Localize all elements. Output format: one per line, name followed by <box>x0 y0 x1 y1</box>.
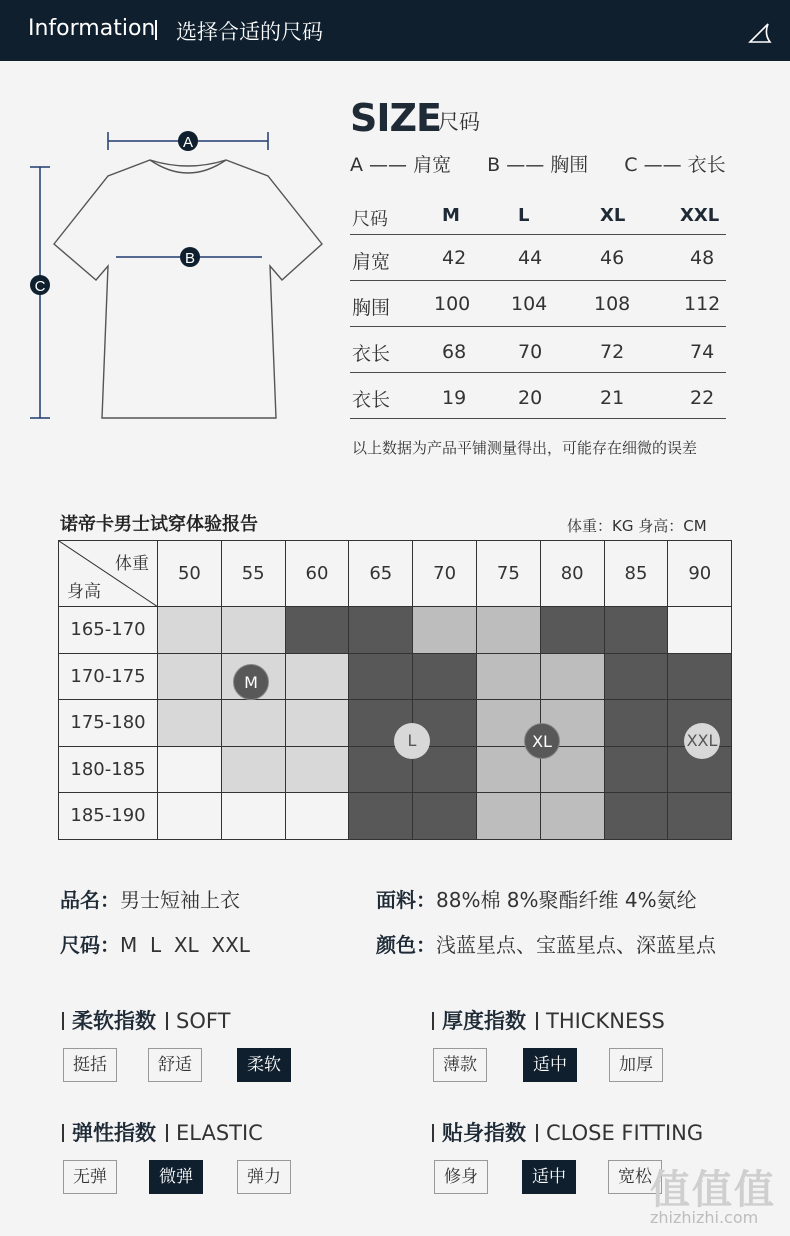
size-table <box>350 195 726 419</box>
fitting-index-cn: 贴身指数 <box>442 1121 526 1145</box>
grid-cell <box>285 793 349 840</box>
grid-cell <box>540 793 604 840</box>
fitting-option-0: 修身 <box>434 1160 488 1194</box>
sizes-value: M L XL XXL <box>120 933 250 957</box>
weight-header: 50 <box>158 541 222 607</box>
header-bar <box>0 0 790 61</box>
weight-header: 90 <box>668 541 732 607</box>
table-cell: 72 <box>600 341 625 363</box>
header-divider <box>155 20 157 40</box>
product-colors <box>376 929 716 958</box>
size-badge: L <box>394 723 430 759</box>
grid-cell <box>413 653 477 700</box>
grid-header-row <box>59 541 732 607</box>
col-header: M <box>442 205 460 226</box>
grid-cell <box>221 793 285 840</box>
grid-cell <box>221 746 285 793</box>
size-title-cn: 尺码 <box>438 110 480 134</box>
table-cell: 108 <box>594 293 631 315</box>
grid-cell <box>476 607 540 654</box>
grid-cell <box>158 746 222 793</box>
grid-cell <box>285 700 349 747</box>
weight-header: 65 <box>349 541 413 607</box>
height-label: 175-180 <box>59 700 158 747</box>
grid-cell <box>476 793 540 840</box>
grid-cell <box>285 746 349 793</box>
weight-header: 80 <box>540 541 604 607</box>
elastic-option-0: 无弹 <box>63 1160 117 1194</box>
grid-cell <box>349 793 413 840</box>
product-name-value: 男士短袖上衣 <box>120 888 240 912</box>
fitting-option-2: 宽松 <box>608 1160 662 1194</box>
material-label: 面料： <box>376 888 436 912</box>
row-label: 肩宽 <box>352 251 391 273</box>
fitting-option-1: 适中 <box>522 1160 576 1194</box>
grid-cell <box>668 607 732 654</box>
grid-row <box>59 607 732 654</box>
size-badge: XXL <box>684 723 720 759</box>
height-label: 165-170 <box>59 607 158 654</box>
grid-cell <box>668 793 732 840</box>
grid-cell <box>668 653 732 700</box>
soft-option-1: 舒适 <box>148 1048 202 1082</box>
elastic-option-1: 微弹 <box>149 1160 203 1194</box>
soft-option-2: 柔软 <box>237 1048 291 1082</box>
grid-cell <box>158 653 222 700</box>
fitting-grid <box>58 540 732 840</box>
size-badge: XL <box>524 723 560 759</box>
legend-c: C —— 衣长 <box>624 154 726 176</box>
weight-header: 70 <box>413 541 477 607</box>
table-cell: 68 <box>442 341 467 363</box>
grid-cell <box>285 607 349 654</box>
soft-index-cn: 柔软指数 <box>72 1009 156 1033</box>
weight-axis-label: 体重 <box>115 554 149 574</box>
table-cell: 74 <box>690 341 715 363</box>
thickness-option-1: 适中 <box>523 1048 577 1082</box>
grid-corner <box>59 541 158 607</box>
legend-a: A —— 肩宽 <box>350 154 452 176</box>
size-table-header <box>350 195 726 235</box>
measure-note: 以上数据为产品平铺测量得出，可能存在细微的误差 <box>352 439 698 457</box>
grid-cell <box>221 700 285 747</box>
tshirt-outline <box>54 160 322 418</box>
tshirt-diagram <box>22 120 332 430</box>
col-header: XL <box>600 205 626 226</box>
soft-option-0: 挺括 <box>63 1048 117 1082</box>
soft-index-title <box>62 1005 230 1035</box>
table-cell: 104 <box>511 293 548 315</box>
weight-header: 85 <box>604 541 668 607</box>
soft-index-en: SOFT <box>176 1009 231 1033</box>
grid-cell <box>540 607 604 654</box>
elastic-index-cn: 弹性指数 <box>72 1121 156 1145</box>
table-cell: 70 <box>518 341 543 363</box>
watermark-logo: 值值值 <box>650 1167 776 1213</box>
product-name <box>60 884 240 913</box>
table-cell: 100 <box>434 293 471 315</box>
product-name-label: 品名： <box>60 888 120 912</box>
watermark-url: zhizhizhi.com <box>650 1208 759 1227</box>
report-title: 诺帝卡男士试穿体验报告 <box>60 514 258 535</box>
weight-header: 75 <box>476 541 540 607</box>
grid-row <box>59 793 732 840</box>
table-cell: 112 <box>684 293 721 315</box>
grid-cell <box>349 653 413 700</box>
grid-row <box>59 653 732 700</box>
grid-cell <box>221 607 285 654</box>
table-cell: 19 <box>442 387 467 409</box>
table-row <box>350 373 726 419</box>
table-cell: 44 <box>518 247 543 269</box>
grid-cell <box>158 793 222 840</box>
legend-b: B —— 胸围 <box>487 154 589 176</box>
grid-cell <box>413 607 477 654</box>
size-title: SIZE <box>350 96 442 140</box>
table-cell: 42 <box>442 247 467 269</box>
col-header: XXL <box>680 205 720 226</box>
fitting-index-en: CLOSE FITTING <box>546 1121 704 1145</box>
sail-logo-icon <box>748 20 772 44</box>
product-sizes <box>60 929 250 958</box>
grid-cell <box>604 607 668 654</box>
thickness-index-en: THICKNESS <box>546 1009 665 1033</box>
header-title: Information <box>28 16 156 41</box>
material-value: 88%棉 8%聚酯纤维 4%氨纶 <box>436 888 697 912</box>
colors-value: 浅蓝星点、宝蓝星点、深蓝星点 <box>436 933 716 957</box>
fitting-index-title <box>432 1117 703 1147</box>
marker-c-label: C <box>34 278 46 295</box>
elastic-index-en: ELASTIC <box>176 1121 263 1145</box>
col-header: 尺码 <box>352 209 388 230</box>
thickness-index-cn: 厚度指数 <box>442 1009 526 1033</box>
height-label: 170-175 <box>59 653 158 700</box>
report-unit: 体重：KG 身高：CM <box>567 517 707 535</box>
grid-cell <box>604 700 668 747</box>
weight-header: 60 <box>285 541 349 607</box>
table-row <box>350 281 726 327</box>
table-row <box>350 327 726 373</box>
thickness-index-title <box>432 1005 665 1035</box>
grid-cell <box>413 793 477 840</box>
header-subtitle: 选择合适的尺码 <box>176 20 323 44</box>
weight-header: 55 <box>221 541 285 607</box>
grid-cell <box>604 746 668 793</box>
table-row <box>350 235 726 281</box>
grid-cell <box>349 607 413 654</box>
height-label: 180-185 <box>59 746 158 793</box>
table-cell: 21 <box>600 387 625 409</box>
product-material <box>376 884 697 913</box>
grid-row <box>59 746 732 793</box>
table-cell: 48 <box>690 247 715 269</box>
grid-cell <box>604 653 668 700</box>
elastic-option-2: 弹力 <box>237 1160 291 1194</box>
table-cell: 46 <box>600 247 625 269</box>
row-label: 衣长 <box>352 343 391 365</box>
grid-cell <box>476 653 540 700</box>
table-cell: 22 <box>690 387 715 409</box>
elastic-index-title <box>62 1117 263 1147</box>
row-label: 胸围 <box>352 297 391 319</box>
height-axis-label: 身高 <box>67 582 101 602</box>
measure-legend <box>350 150 756 177</box>
table-cell: 20 <box>518 387 543 409</box>
marker-b-label: B <box>184 250 196 267</box>
grid-cell <box>540 653 604 700</box>
size-badge: M <box>233 664 269 700</box>
marker-a-label: A <box>182 134 194 151</box>
thickness-option-2: 加厚 <box>609 1048 663 1082</box>
col-header: L <box>518 205 530 226</box>
row-label: 衣长 <box>352 389 391 411</box>
height-label: 185-190 <box>59 793 158 840</box>
grid-cell <box>604 793 668 840</box>
thickness-option-0: 薄款 <box>433 1048 487 1082</box>
sizes-label: 尺码： <box>60 933 120 957</box>
colors-label: 颜色： <box>376 933 436 957</box>
grid-cell <box>158 607 222 654</box>
grid-cell <box>158 700 222 747</box>
grid-cell <box>285 653 349 700</box>
